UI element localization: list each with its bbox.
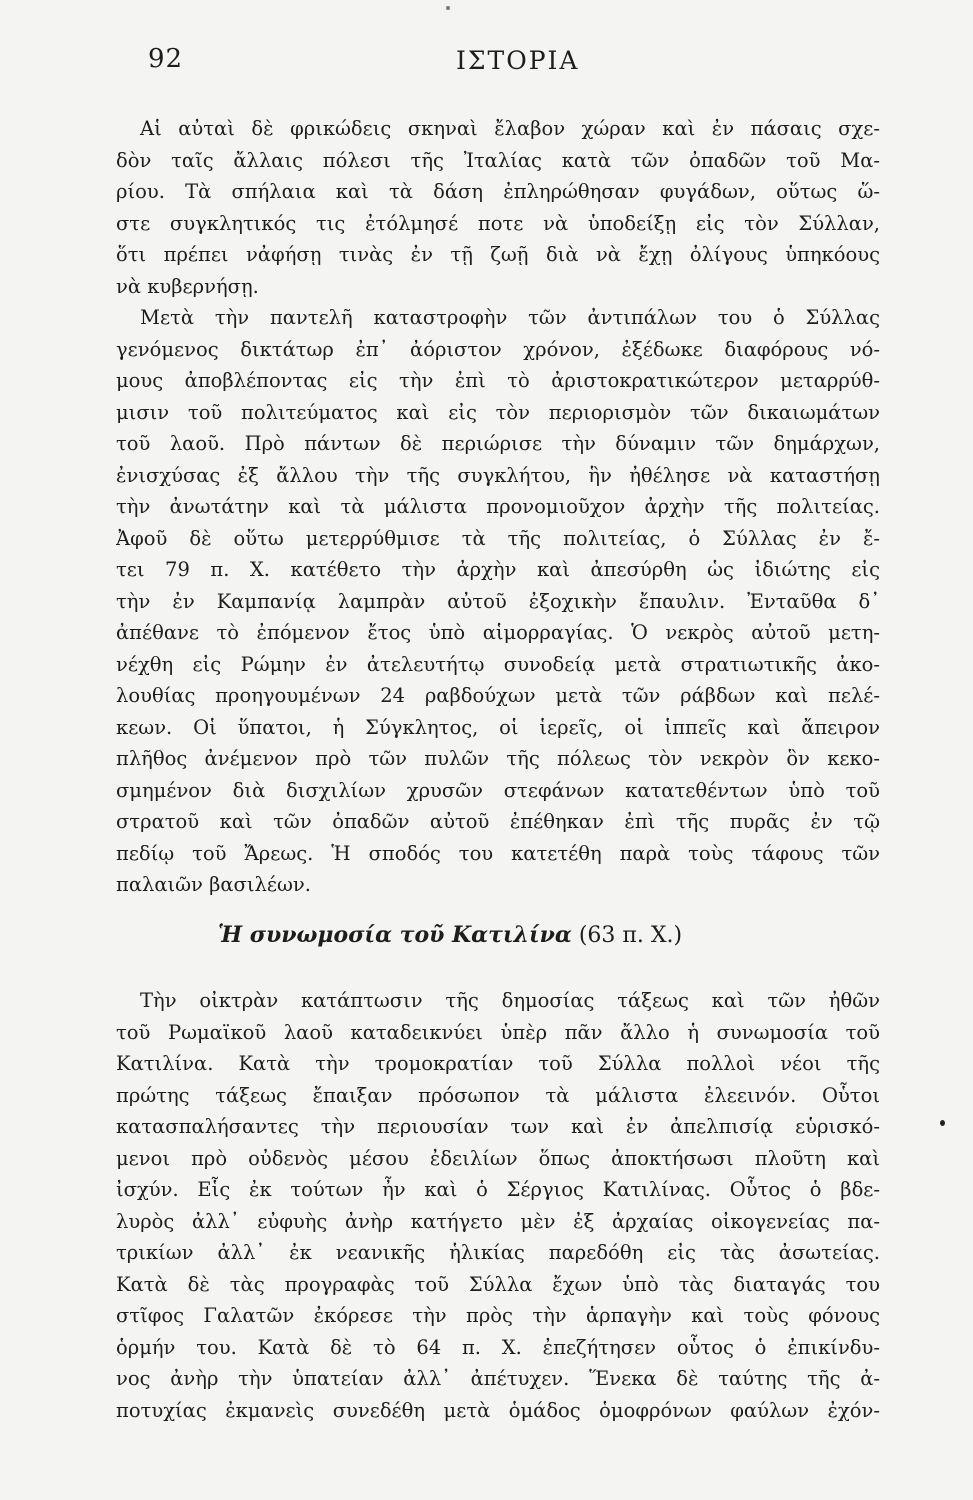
text-line: ρίου. Τὰ σπήλαια καὶ τὰ δάση ἐπληρώθησαν φυγάδων, οὕτως ὥ- <box>116 180 880 203</box>
text-line: ὅτι πρέπει νἀφήσῃ τινὰς ἐν τῇ ζωῇ διὰ νὰ ἔχῃ ὀλίγους ὑπηκόους <box>116 243 880 266</box>
text-line: νέχθη εἰς Ρώμην ἐν ἀτελευτήτῳ συνοδείᾳ μετὰ στρατιωτικῆς ἀκο- <box>116 652 880 676</box>
section-heading-date: (63 π. Χ.) <box>578 923 683 948</box>
section-heading-title: Ἡ συνωμοσία τοῦ Κατιλίνα <box>218 922 572 948</box>
running-head: ΙΣΤΟΡΙΑ <box>456 46 580 75</box>
text-line: τοῦ Ρωμαϊκοῦ λαοῦ καταδεικνύει ὑπὲρ πᾶν ἄλλο ἡ συνωμοσία τοῦ <box>116 1020 880 1044</box>
text-line: παλαιῶν βασιλέων. <box>116 873 311 896</box>
text-line: πεδίῳ τοῦ Ἄρεως. Ἡ σποδός του κατετέθη παρὰ τοὺς τάφους τῶν <box>116 841 880 865</box>
text-line: νος ἀνὴρ τὴν ὑπατείαν ἀλλ᾽ ἀπέτυχεν. Ἕνεκα δὲ ταύτης τῆς ἀ- <box>116 1367 880 1390</box>
text-line: Μετὰ τὴν παντελῆ καταστροφὴν τῶν ἀντιπάλων του ὁ Σύλλας <box>140 306 880 329</box>
text-line: Τὴν οἰκτρὰν κατάπτωσιν τῆς δημοσίας τάξεως καὶ τῶν ἠθῶν <box>140 989 880 1012</box>
paragraph-1 <box>116 113 880 302</box>
paragraph-2 <box>116 302 880 901</box>
text-line: γενόμενος δικτάτωρ ἐπ᾽ ἀόριστον χρόνον, ἐξέδωκε διαφόρους νό- <box>116 337 880 361</box>
text-line: τὴν ἀνωτάτην καὶ τὰ μάλιστα προνομιοῦχον ἀρχὴν τῆς πολιτείας. <box>116 495 880 518</box>
text-line: τὴν ἐν Καμπανίᾳ λαμπρὰν αὐτοῦ ἐξοχικὴν ἔπαυλιν. Ἐνταῦθα δ᾽ <box>116 589 880 613</box>
text-line: ποτυχίας ἐκμανεὶς συνεδέθη μετὰ ὁμάδος ὁμοφρόνων φαύλων ἐχόν- <box>116 1398 880 1422</box>
text-line: ἰσχύν. Εἷς ἐκ τούτων ἦν καὶ ὁ Σέργιος Κατιλίνας. Οὗτος ὁ βδε- <box>116 1178 880 1201</box>
paragraph-3 <box>116 985 880 1426</box>
text-line: μενοι πρὸ οὐδενὸς μέσου ἐδειλίων ὅπως ἀποκτήσωσι πλοῦτη καὶ <box>116 1146 880 1170</box>
text-line: ὁρμήν του. Κατὰ δὲ τὸ 64 π. Χ. ἐπεζήτησεν οὗτος ὁ ἐπικίνδυ- <box>116 1335 880 1359</box>
text-line: τρικίων ἀλλ᾽ ἐκ νεανικῆς ἡλικίας παρεδόθη εἰς τὰς ἀσωτείας. <box>116 1241 880 1264</box>
text-line: λυρὸς ἀλλ᾽ εὐφυὴς ἀνὴρ κατήγετο μὲν ἐξ ἀρχαίας οἰκογενείας πα- <box>116 1209 880 1233</box>
text-line: Αἱ αὐταὶ δὲ φρικώδεις σκηναὶ ἔλαβον χώραν καὶ ἐν πάσαις σχε- <box>140 117 880 140</box>
text-line: στρατοῦ καὶ τῶν ὀπαδῶν αὐτοῦ ἐπέθηκαν ἐπὶ τῆς πυρᾶς ἐν τῷ <box>116 810 880 833</box>
text-line: δὸν ταῖς ἄλλαις πόλεσι τῆς Ἰταλίας κατὰ τῶν ὀπαδῶν τοῦ Μα- <box>116 148 880 172</box>
page-number: 92 <box>148 44 184 74</box>
text-line: ἀπέθανε τὸ ἐπόμενον ἔτος ὑπὸ αἱμορραγίας. Ὁ νεκρὸς αὐτοῦ μετη- <box>116 621 880 644</box>
text-line: Ἀφοῦ δὲ οὕτω μετερρύθμισε τὰ τῆς πολιτείας, ὁ Σύλλας ἐν ἔ- <box>116 526 880 550</box>
text-line: νὰ κυβερνήσῃ. <box>116 274 259 298</box>
text-line: τει 79 π. Χ. κατέθετο τὴν ἀρχὴν καὶ ἀπεσύρθη ὡς ἰδιώτης εἰς <box>116 558 880 581</box>
text-line: κεων. Οἱ ὕπατοι, ἡ Σύγκλητος, οἱ ἱερεῖς, οἱ ἱππεῖς καὶ ἄπειρον <box>116 715 880 739</box>
text-line: λουθίας προηγουμένων 24 ραβδούχων μετὰ τῶν ράβδων καὶ πελέ- <box>116 684 880 707</box>
text-line: μισιν τοῦ πολιτεύματος καὶ εἰς τὸν περιορισμὸν τῶν δικαιωμάτων <box>116 400 880 424</box>
section-heading <box>218 922 682 948</box>
text-line: πρώτης τάξεως ἔπαιξαν πρόσωπον τὰ μάλιστα ἐλεεινόν. Οὗτοι <box>116 1083 880 1107</box>
text-line: στῖφος Γαλατῶν ἐκόρεσε τὴν πρὸς τὴν ἁρπαγὴν καὶ τοὺς φόνους <box>116 1304 880 1327</box>
text-line: Κατὰ δὲ τὰς προγραφὰς τοῦ Σύλλα ἔχων ὑπὸ τὰς διαταγάς του <box>116 1272 880 1296</box>
text-line: Κατιλίνα. Κατὰ τὴν τρομοκρατίαν τοῦ Σύλλα πολλοὶ νέοι τῆς <box>116 1052 880 1075</box>
ink-speck-mark <box>940 1120 945 1126</box>
text-line: ἐνισχύσας ἐξ ἄλλου τὴν τῆς συγκλήτου, ἣν ἠθέλησε νὰ καταστήσῃ <box>116 463 880 487</box>
text-line: στε συγκλητικός τις ἐτόλμησέ ποτε νὰ ὑποδείξῃ εἰς τὸν Σύλλαν, <box>116 211 880 235</box>
text-line: σμημένον διὰ δισχιλίων χρυσῶν στεφάνων κατατεθέντων ὑπὸ τοῦ <box>116 778 880 802</box>
text-line: τοῦ λαοῦ. Πρὸ πάντων δὲ περιώρισε τὴν δύναμιν τῶν δημάρχων, <box>116 432 880 455</box>
text-line: μους ἀποβλέποντας εἰς τὴν ἐπὶ τὸ ἀριστοκρατικώτερον μεταρρύθ- <box>116 369 880 392</box>
text-line: κατασπαλήσαντες τὴν περιουσίαν των καὶ ἐν ἀπελπισίᾳ εὑρισκό- <box>116 1115 880 1138</box>
text-line: πλῆθος ἀνέμενον πρὸ τῶν πυλῶν τῆς πόλεως τὸν νεκρὸν ὃν κεκο- <box>116 747 880 770</box>
ink-speck-mark <box>446 6 450 10</box>
